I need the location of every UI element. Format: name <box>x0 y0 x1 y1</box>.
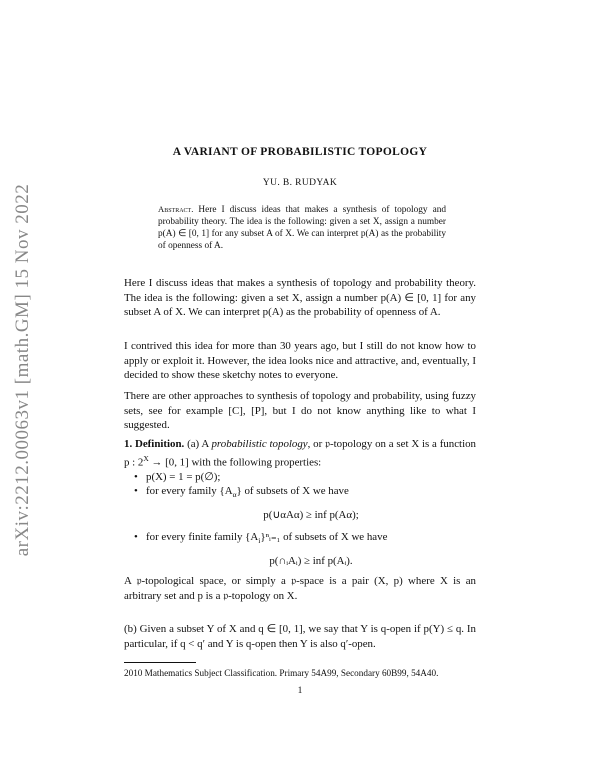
property-item <box>146 484 476 522</box>
abstract-text: Here I discuss ideas that makes a synthesis of topology and probability theory. The idea is the following: given a set X, assign a number p(A) ∈ [0, 1] for any subset A of X. We can interpret p(A) as the probability of openness of A. <box>158 205 447 251</box>
definition-superscript: X <box>143 453 149 463</box>
paragraph-history: I contrived this idea for more than 30 years ago, but I still do not know how to apply or exploit it. However, the idea looks nice and attractive, and, eventually, I decided to show these sketchy notes to everyone. <box>124 340 476 382</box>
paragraph-q-open: (b) Given a subset Y of X and q ∈ [0, 1], we say that Y is q-open if p(Y) ≤ q. In particular, if q < q′ and Y is q-open then Y is also q′-open. <box>124 623 476 650</box>
formula-intersection: p(∩ᵢAᵢ) ≥ inf p(Aᵢ). <box>269 554 353 567</box>
property-2-text: for every family {A <box>146 485 233 498</box>
footnote-msc: 2010 Mathematics Subject Classification. Primary 54A99, Secondary 60B99, 54A40. <box>124 668 439 678</box>
paper-title: A VARIANT OF PROBABILISTIC TOPOLOGY <box>172 146 428 158</box>
definition-text-a: (a) A <box>187 438 209 450</box>
paragraph-intro: Here I discuss ideas that makes a synthesis of topology and probability theory. The idea is the following: given a set X, assign a number p(A) ∈ [0, 1] for any subset A of X. We can interpret p(A) as the probability of openness of A. <box>124 277 476 319</box>
definition-heading: 1. Definition. <box>124 438 185 450</box>
paragraph-p-space: A 𝔭-topological space, or simply a 𝔭-space is a pair (X, p) where X is an arbitrary set and p is a 𝔭-topology on X. <box>124 575 476 602</box>
definition-block <box>124 437 476 575</box>
property-1-text: p(X) = 1 = p(∅); <box>146 470 221 483</box>
arxiv-sidebar-stamp <box>8 160 38 580</box>
property-item <box>146 470 476 485</box>
definition-term: probabilistic topology <box>211 438 308 450</box>
arxiv-identifier: arXiv:2212.00063v1 [math.GM] 15 Nov 2022 <box>12 183 33 557</box>
definition-text-c: → [0, 1] with the following properties: <box>148 456 322 469</box>
paragraph-related-work: There are other approaches to synthesis of topology and probability, using fuzzy sets, see for example [C], [P], but I do not know anything like to what I suggested. <box>124 390 476 432</box>
property-2-text-end: } of subsets of X we have <box>236 485 349 498</box>
definition-intro <box>124 437 476 470</box>
property-list <box>124 470 476 568</box>
abstract <box>158 203 446 252</box>
property-3-text: for every finite family {A <box>146 530 259 543</box>
paper-author: YU. B. RUDYAK <box>262 178 338 188</box>
footnote-rule <box>124 662 196 663</box>
abstract-label: Abstract. <box>158 204 194 214</box>
definition-text-b: , or 𝔭-topology on a set X is a function p : 2 <box>124 438 476 469</box>
property-2-subscript: α <box>232 490 237 500</box>
page-number: 1 <box>297 686 303 696</box>
property-3-text-end: }ⁿᵢ₌₁ of subsets of X we have <box>260 530 388 543</box>
property-item <box>146 530 476 568</box>
property-3-subscript: i <box>258 535 261 545</box>
formula-union: p(∪αAα) ≥ inf p(Aα); <box>263 509 359 522</box>
